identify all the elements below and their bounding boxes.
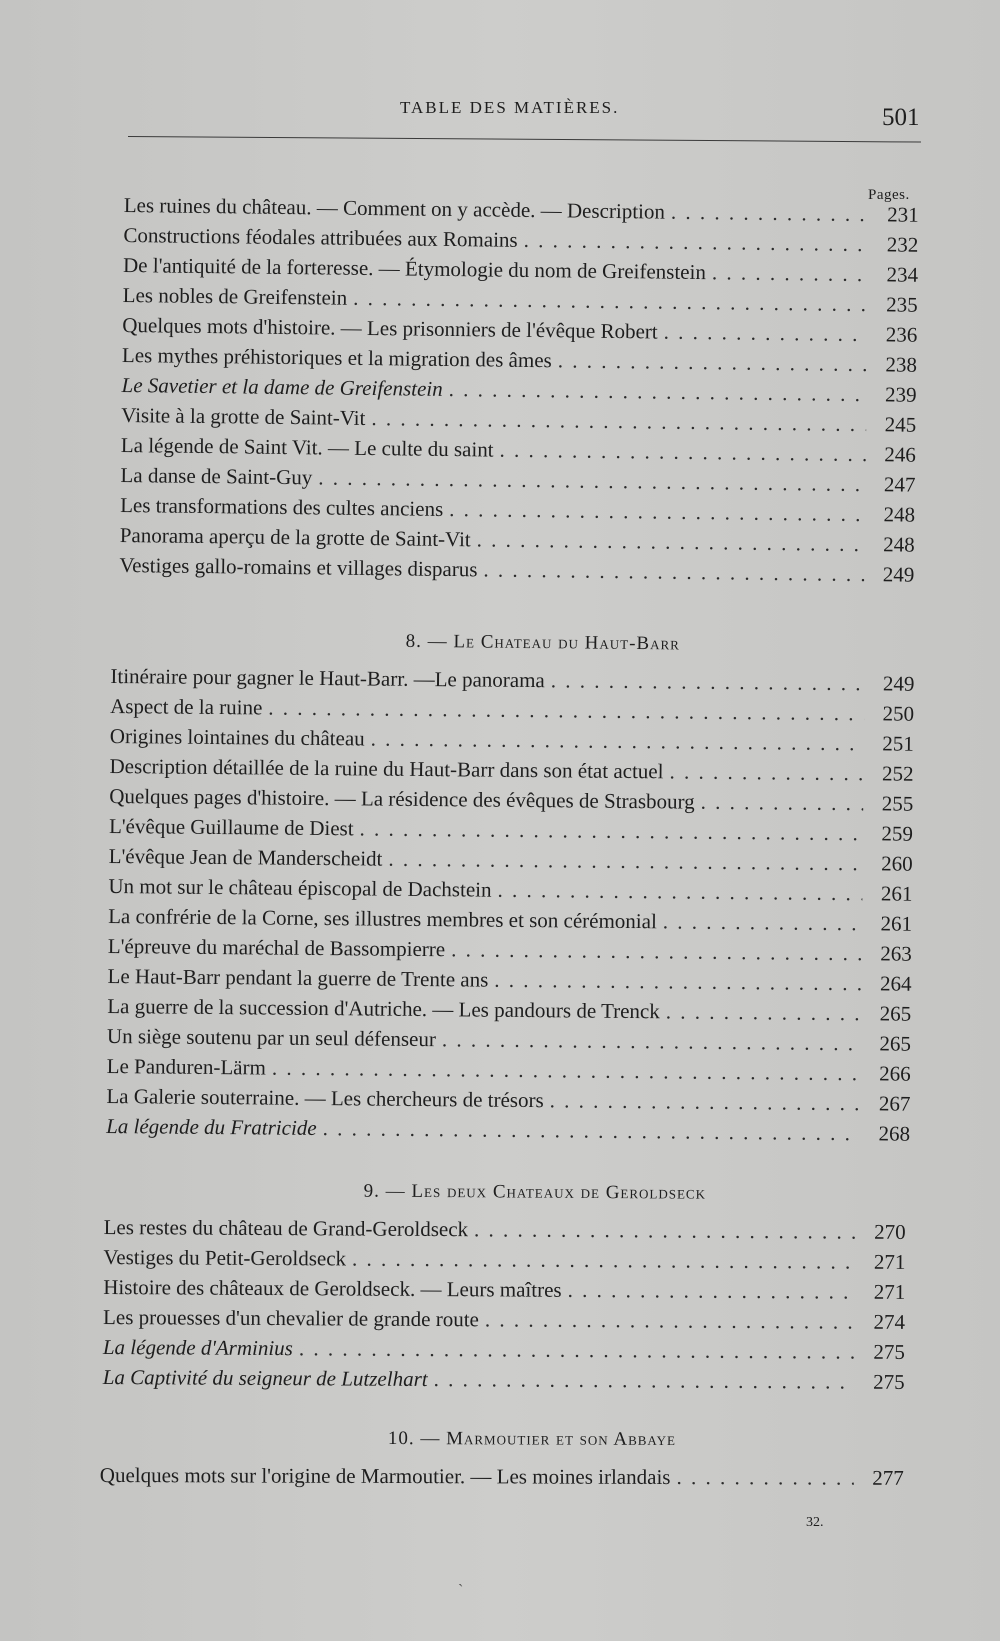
toc-entry-page: 271 [873,1279,906,1304]
toc-entry-page: 271 [873,1249,906,1274]
toc-entry-page: 265 [879,1031,912,1056]
toc-entry-page: 236 [885,322,918,347]
toc-entry-page: 249 [882,562,915,587]
toc-section-10 [100,1418,904,1493]
toc-entry-title: Les restes du château de Grand-Geroldseck [103,1214,469,1242]
dot-leader [524,225,869,259]
toc-entry-page: 238 [885,352,918,377]
toc-entry [104,1212,906,1247]
toc-entry [103,1362,905,1397]
toc-entry-title: Quelques pages d'histoire. — La résidence des évêques de Strasbourg [109,783,695,814]
dot-leader [483,554,864,589]
running-title: TABLE DES MATIÈRES. [400,98,620,117]
dot-leader [712,257,868,289]
toc-entry-title: Un siège soutenu par un seul défenseur [106,1023,437,1052]
dot-leader [451,934,862,968]
toc-entry-page: 239 [884,382,917,407]
toc-entry-title: Histoire des châteaux de Geroldseck. — Leurs maîtres [103,1274,562,1302]
dot-leader [671,197,869,229]
dot-leader [497,875,862,909]
dot-leader [676,1462,853,1493]
toc-entry-title: De l'antiquité de la forteresse. — Étymologie du nom de Greifenstein [122,252,707,285]
toc-entry-page: 247 [883,472,916,497]
toc-entry-page: 251 [882,731,914,756]
toc-entry-title: La Captivité du seigneur de Lutzelhart [102,1364,428,1391]
toc-entry-page: 274 [873,1309,906,1334]
toc-entry-page: 246 [884,442,916,467]
toc-entry-title: La Galerie souterraine. — Les chercheurs de trésors [106,1083,544,1113]
toc-entry-page: 261 [880,881,913,906]
toc-entry-page: 231 [887,202,919,227]
toc-entry-page: 248 [883,502,916,527]
page-number: 501 [882,104,920,131]
toc-entry-title: Itinéraire pour gagner le Haut-Barr. —Le panorama [110,663,545,693]
toc-entry-page: 249 [882,671,915,696]
toc-entry-page: 248 [883,532,915,557]
dot-leader [299,1333,855,1366]
dot-leader [388,844,863,879]
toc-entry-title: L'évêque Jean de Manderscheidt [108,843,383,871]
toc-entry-title: La légende d'Arminius [102,1334,293,1361]
dot-leader [558,345,868,379]
ink-speck: ˏ [458,1570,464,1587]
dot-leader [371,723,864,758]
toc-entry [103,1272,905,1307]
dot-leader [352,1244,856,1277]
toc-entry-title: La confrérie de la Corne, ses illustres membres et son cérémonial [108,903,657,934]
toc-entry-page: 235 [886,292,918,317]
dot-leader [442,1024,861,1058]
dot-leader [477,524,865,559]
toc-entry [103,1332,905,1367]
toc-entry-title: Quelques mots d'histoire. — Les prisonniers de l'évêque Robert [122,312,658,344]
toc-entry [103,1302,905,1337]
toc-entry-page: 277 [872,1465,904,1490]
dot-leader [666,996,862,1028]
toc-entry-title: Un mot sur le château épiscopal de Dachstein [108,873,492,902]
toc-entry-title: Vestiges du Petit-Geroldseck [103,1244,347,1271]
dot-leader [474,1214,856,1246]
dot-leader [701,787,864,819]
toc-entry-title: Le Panduren-Lärm [106,1053,267,1080]
dot-leader [550,1085,861,1118]
signature-mark: 32. [806,1515,824,1530]
dot-leader [434,1364,855,1397]
toc-section-8 [106,619,915,1149]
toc-entry-title: Description détaillée de la ruine du Haut-Barr dans son état actuel [109,753,664,784]
toc-entry-page: 275 [873,1339,905,1364]
section-title: 8. — Le Chateau du Haut-Barr [405,630,680,655]
dot-leader [669,756,863,788]
toc-entry-title: Les nobles de Greifenstein [122,282,348,310]
toc-entry-title: Les ruines du château. — Comment on y accède. — Description [123,192,666,224]
toc-entry-title: Panorama aperçu de la grotte de Saint-Vit [119,522,471,552]
toc-entry-page: 245 [884,412,917,437]
toc-entry [106,1111,910,1149]
toc-entry-page: 267 [878,1091,911,1116]
toc-entry [103,1242,905,1277]
toc-entry-page: 265 [879,1001,912,1026]
toc-entry-page: 270 [874,1219,906,1244]
toc-entry-page: 260 [881,851,913,876]
dot-leader [663,906,863,938]
dot-leader [664,317,868,349]
toc-entry-title: Constructions féodales attribuées aux Romains [123,222,518,252]
section-title: 10. — Marmoutier et son Abbaye [387,1428,677,1451]
toc-entry-title: Aspect de la ruine [110,693,263,720]
toc-entry [100,1460,904,1493]
dot-leader [568,1275,856,1307]
toc-entry-title: Les prouesses d'un chevalier de grande route [103,1304,479,1332]
toc-entry-title: Le Savetier et la dame de Greifenstein [121,372,443,401]
toc-section-7-continued [119,190,919,590]
toc-entry-page: 259 [881,821,914,846]
toc-entry-page: 266 [879,1061,911,1086]
dot-leader [499,435,866,469]
toc-section-9 [103,1170,906,1397]
toc-entry-page: 263 [880,941,912,966]
toc-entry-page: 252 [881,761,914,786]
section-title: 9. — Les deux Chateaux de Geroldseck [363,1180,707,1204]
toc-entry-page: 250 [882,701,915,726]
pages-column-label: Pages. [868,187,910,203]
toc-entry-page: 261 [880,911,913,936]
toc-entry-title: Le Haut-Barr pendant la guerre de Trente ans [107,963,489,992]
dot-leader [323,1113,861,1148]
toc-entry-title: La légende du Fratricide [106,1113,317,1140]
toc-entry-title: L'évêque Guillaume de Diest [108,813,354,841]
toc-entry-page: 264 [879,971,912,996]
toc-entry-page: 268 [878,1121,911,1146]
toc-entry-title: Les transformations des cultes anciens [120,492,444,521]
toc-entry-page: 232 [886,232,919,257]
toc-entry-page: 255 [881,791,914,816]
toc-entry-title: La légende de Saint Vit. — Le culte du saint [120,432,494,462]
toc-entry-title: Vestiges gallo-romains et villages disparus [119,552,478,582]
dot-leader [485,1304,855,1336]
toc-entry-title: Quelques mots sur l'origine de Marmoutier. — Les moines irlandais [99,1462,671,1489]
toc-entry-title: L'épreuve du maréchal de Bassompierre [107,933,446,962]
dot-leader [494,965,861,999]
toc-entry-title: Origines lointaines du château [109,723,365,751]
toc-entry-title: Visite à la grotte de Saint-Vit [121,402,366,430]
toc-entry-title: La guerre de la succession d'Autriche. — Les pandours de Trenck [107,993,660,1024]
dot-leader [359,813,863,848]
header-rule [128,136,921,143]
toc-entry-page: 234 [886,262,919,287]
toc-entry-page: 275 [873,1369,905,1394]
dot-leader [551,665,865,698]
toc-entry-title: Les mythes préhistoriques et la migration des âmes [121,342,552,373]
toc-entry-title: La danse de Saint-Guy [120,462,313,490]
